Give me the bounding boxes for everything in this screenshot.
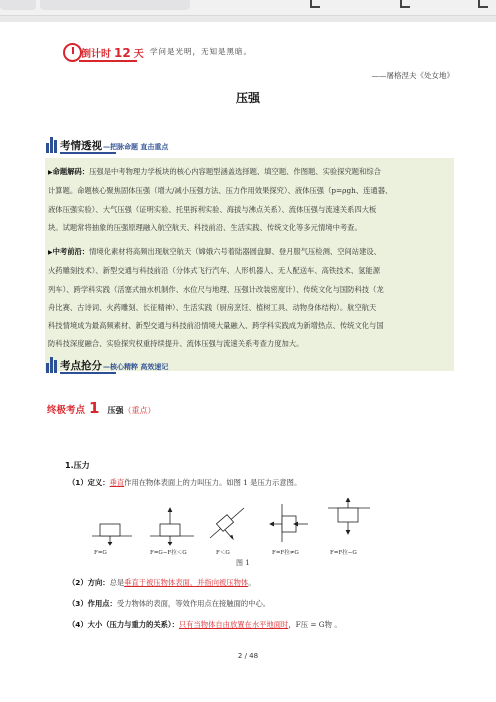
fig-label-4: F=F拉≠G: [272, 550, 299, 556]
countdown-unit: 天: [133, 49, 144, 60]
fig-label-3: F＜G: [216, 550, 230, 556]
term-label: 作用点：: [87, 599, 117, 608]
term-label: 定义：: [87, 478, 110, 487]
text-line: 液体压强实验）、大气压强（证明实验、托里拆利实验、海拔与沸点关系）、流体压强与流速关系四大板: [48, 204, 377, 214]
fig-label-1: F=G: [94, 550, 107, 556]
fig-case-2: [150, 508, 194, 545]
text-line: 科技情境成为最高频素材、新型交通与科技前沿情境大量融入、跨学科实践成为新增热点、传统文化与国: [48, 321, 384, 331]
fig-case-3: [210, 508, 244, 539]
text-line: 列车）、跨学科实践（活塞式抽水机制作、水位尺与地理、压强计改装密度计）、传统文化与国防科技（龙: [48, 284, 384, 294]
analysis-paragraph-1: [48, 163, 453, 237]
term-label: 大小（压力与重力的关系）：: [87, 620, 179, 629]
section-header-analysis: [46, 137, 246, 155]
motto-text: 学问是光明，无知是黑暗。: [150, 47, 252, 56]
highlight-text: 垂直: [109, 478, 125, 487]
fig-case-4: [270, 504, 308, 542]
viewer-toolbar: [0, 0, 496, 16]
section-title: 考点抢分: [60, 360, 102, 372]
countdown-label: 倒计时: [81, 49, 111, 60]
fig-case-1: [92, 524, 132, 545]
section-header-keypoints: [46, 357, 266, 375]
text-line: 防科技深度融合、实验探究权重持续提升、流体压强与流速关系考查力度加大。: [48, 339, 304, 349]
section-title: 考情透视: [60, 140, 102, 152]
section-subtitle: —核心精粹 高效速记: [103, 363, 169, 371]
text-line: 计算题。命题核心聚焦固体压强（增大/减小压强方法、压力作用效果探究）、液体压强（p=ρgh、连通器、: [48, 186, 393, 196]
keypoint-prefix: 终极考点: [47, 405, 86, 416]
action-point-line: （3）作用点：受力物体的表面，等效作用点在接触面的中心。: [68, 599, 271, 608]
motto-source: ——屠格涅夫《处女地》: [371, 71, 454, 80]
magnitude-line: （4）大小（压力与重力的关系）：只有当物体自由放置在水平地面时，F压 = G物 。: [68, 620, 342, 629]
section-underline: [60, 372, 116, 374]
triangle-bullet-icon: ▶: [48, 169, 53, 176]
paragraph-lead: 中考前沿：: [52, 247, 90, 256]
figure-caption: 图 1: [236, 559, 250, 567]
keypoint-header: [47, 398, 155, 417]
subsection-heading: 1.压力: [65, 461, 90, 470]
countdown-badge: [63, 42, 144, 64]
bar-chart-icon: [46, 357, 60, 373]
direction-line: （2）方向：总是垂直于被压物体表面，并指向被压物体。: [68, 578, 256, 587]
page-title: 压强: [235, 91, 260, 105]
keypoint-name: 压强: [107, 406, 124, 415]
section-subtitle: —把脉命题 直击重点: [103, 143, 169, 151]
text-line: 情境化素材将高频出现航空航天（嫦娥六号着陆器圆盘脚、登月服气压检测、空间站建设、: [89, 247, 381, 256]
paragraph-lead: 命题解码：: [52, 167, 90, 176]
pressure-figure: [92, 498, 412, 558]
text-line: 块。试题常将抽象的压强原理融入航空航天、科技前沿、生活实践、传统文化等多元情境中考查。: [48, 222, 362, 232]
keypoint-number: 1: [89, 399, 100, 417]
text-line: 火药雕刻技术）、新型交通与科技前沿（分体式飞行汽车、人形机器人、无人配送车、高铁技术、氢能源: [48, 266, 381, 276]
fig-case-5: [328, 498, 370, 534]
countdown-days: 12: [114, 46, 131, 60]
toolbar-button-center[interactable]: [40, 0, 190, 10]
toolbar-tool-icon[interactable]: [310, 0, 320, 8]
fig-label-5: F=F拉−G: [330, 550, 357, 556]
keypoint-note: （重点）: [123, 406, 156, 415]
toolbar-button-left[interactable]: [0, 0, 36, 10]
highlight-text: 只有当物体自由放置在水平地面时: [178, 620, 289, 629]
text-line: 压强是中考物理力学板块的核心内容题型涵盖选择题、填空题、作图题、实验探究题和综合: [89, 167, 381, 176]
text-line: 舟比赛、古诗词、火药雕刻、长征精神）、生活实践（厨房烹饪、植树工具、动物身体结构）。航空航天: [48, 302, 377, 312]
section-underline: [60, 152, 116, 154]
toolbar-tool-icon-2[interactable]: [400, 0, 410, 8]
definition-line: （1）定义：垂直作用在物体表面上的力叫压力。如图 1 是压力示意图。: [68, 478, 302, 487]
page-indicator[interactable]: 2 / 48: [237, 652, 259, 660]
highlight-text: 垂直于被压物体表面，并指向被压物体: [124, 578, 249, 587]
analysis-paragraph-2: [48, 243, 453, 354]
bar-chart-icon: [46, 137, 60, 153]
countdown-underline: [79, 60, 137, 62]
toolbar-tool-icon-3[interactable]: [478, 0, 488, 8]
fig-label-2: F=G−F拉＜G: [150, 550, 187, 556]
triangle-bullet-icon: ▶: [48, 249, 53, 256]
term-label: 方向：: [87, 578, 110, 587]
